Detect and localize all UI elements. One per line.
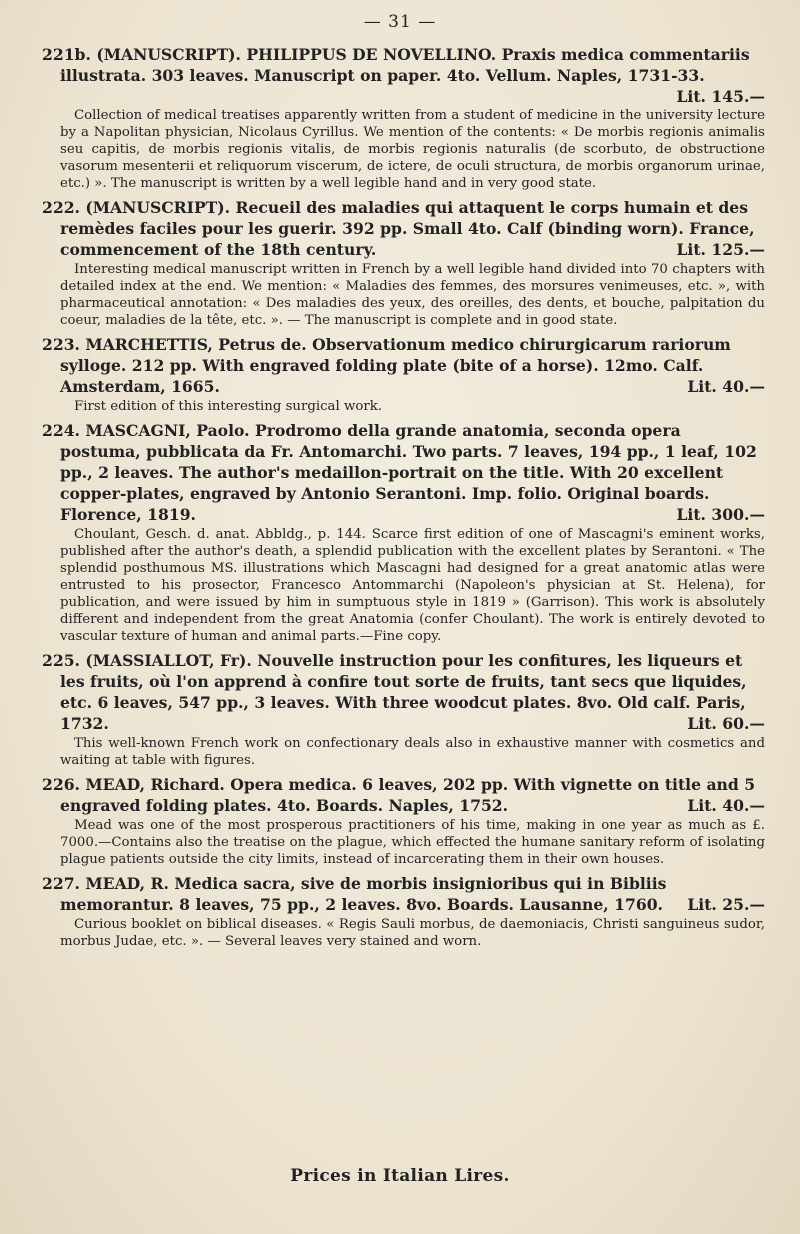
entry-title: Recueil des maladies qui attaquent le corps humain et des remèdes faciles pour les guerir. 392 pp. Small 4to. Calf (binding worn). France, commencement of the 18th century. [60,198,755,259]
entry-number: 227. [42,874,80,893]
entry-heading: MEAD, Richard. [85,775,225,794]
entry-price: Lit. 145.— [676,87,765,106]
catalogue-entry-222 [40,197,765,329]
entry-main [40,873,765,915]
entry-title: Prodromo della grande anatomia, seconda opera postuma, pubblicata da Fr. Antomarchi. Two parts. 7 leaves, 194 pp., 1 leaf, 102 pp., 2 leaves. The author's medaillon-portrait on the title. With 20 excellent copper-plates, engraved by Antonio Serantoni. Imp. folio. Original boards. Florence, 1819. [60,421,757,524]
entry-title: Observationum medico chirurgicarum rariorum sylloge. 212 pp. With engraved folding plate (bite of a horse). 12mo. Calf. Amsterdam, 1665. [60,335,731,396]
entry-number: 221b. [42,45,91,64]
catalogue-entry-221b [40,44,765,192]
catalogue-entry-223 [40,334,765,415]
entry-main [40,420,765,525]
entry-note: Collection of medical treatises apparently written from a student of medicine in the university lecture by a Napolitan physician, Nicolaus Cyrillus. We mention of the contents: « De morbis regionis animalis seu capitis, de morbis regionis vitalis, de morbis regionis naturalis (de scorbuto, de obstructione vasorum mesenterii et reliquorum viscerum, de ictere, de oculi structura, de morbis organorum urinae, etc.) ». The manuscript is written by a well legible hand and in very good state. [60,108,765,191]
entry-number: 226. [42,775,80,794]
entry-number: 224. [42,421,80,440]
entry-title: Praxis medica commentariis illustrata. 303 leaves. Manuscript on paper. 4to. Vellum. Naples, 1731-33. [60,45,750,85]
entry-price: Lit. 40.— [687,796,765,815]
entry-number: 223. [42,335,80,354]
entry-price: Lit. 300.— [676,505,765,524]
entry-price: Lit. 125.— [676,240,765,259]
entry-price: Lit. 25.— [687,895,765,914]
catalogue-entry-227 [40,873,765,950]
entry-number: 222. [42,198,80,217]
entry-heading: (MASSIALLOT, Fr). [85,651,252,670]
entry-heading: MARCHETTIS, Petrus de. [85,335,307,354]
entry-price: Lit. 40.— [687,377,765,396]
entry-price: Lit. 60.— [687,714,765,733]
entry-main [40,650,765,734]
entries-list [40,44,765,955]
entry-note: Mead was one of the most prosperous practitioners of his time, making in one year as much as £. 7000.—Contains also the treatise on the plague, which effected the humane sanitary reform of isolating plague patients outside the city limits, instead of incarcerating them in their own houses. [60,818,765,867]
entry-note: This well-known French work on confectionary deals also in exhaustive manner with cosmetics and waiting at table with figures. [60,736,765,768]
entry-title: Nouvelle instruction pour les confitures, les liqueurs et les fruits, où l'on apprend à confire tout sorte de fruits, tant secs que liquides, etc. 6 leaves, 547 pp., 3 leaves. With three woodcut plates. 8vo. Old calf. Paris, 1732. [60,651,747,733]
entry-main [40,334,765,397]
entry-heading: MEAD, R. [85,874,169,893]
entry-number: 225. [42,651,80,670]
entry-title: Opera medica. 6 leaves, 202 pp. With vignette on title and 5 engraved folding plates. 4to. Boards. Naples, 1752. [60,775,756,815]
catalogue-entry-226 [40,774,765,868]
entry-heading: (MANUSCRIPT). PHILIPPUS DE NOVELLINO. [96,45,497,64]
entry-heading: MASCAGNI, Paolo. [85,421,250,440]
page-number: — 31 — [363,12,437,32]
entry-main [40,44,765,106]
catalogue-entry-224 [40,420,765,645]
entry-main [40,774,765,816]
entry-note: Interesting medical manuscript written in French by a well legible hand divided into 70 chapters with detailed index at the end. We mention: « Maladies des femmes, des morsures venimeuses, etc. », with pharmaceutical annotation: « Des maladies des yeux, des oreilles, des dents, et bouche, palpitation du coeur, maladies de la tête, etc. ». — The manuscript is complete and in good state. [60,262,765,328]
prices-footer: Prices in Italian Lires. [290,1166,510,1186]
entry-main [40,197,765,260]
entry-note: Curious booklet on biblical diseases. « Regis Sauli morbus, de daemoniacis, Christi sanguineus sudor, morbus Judae, etc. ». — Several leaves very stained and worn. [60,917,765,949]
entry-note: First edition of this interesting surgical work. [74,399,382,414]
entry-heading: (MANUSCRIPT). [85,198,231,217]
catalogue-entry-225 [40,650,765,769]
entry-title: Medica sacra, sive de morbis insignioribus qui in Bibliis memorantur. 8 leaves, 75 pp., 2 leaves. 8vo. Boards. Lausanne, 1760. [60,874,667,914]
entry-note: Choulant, Gesch. d. anat. Abbldg., p. 144. Scarce first edition of one of Mascagni's eminent works, published after the author's death, a splendid publication with the excellent plates by Serantoni. « The splendid posthumous MS. illustrations which Mascagni had designed for a great anatomic atlas were entrusted to his prosector, Francesco Antommarchi (Napoleon's physician at St. Helena), for publication, and were issued by him in sumptuous style in 1819 » (Garrison). This work is absolutely different and independent from the great Anatomia (confer Choulant). The work is entirely devoted to vascular texture of human and animal parts.—Fine copy. [60,527,765,644]
